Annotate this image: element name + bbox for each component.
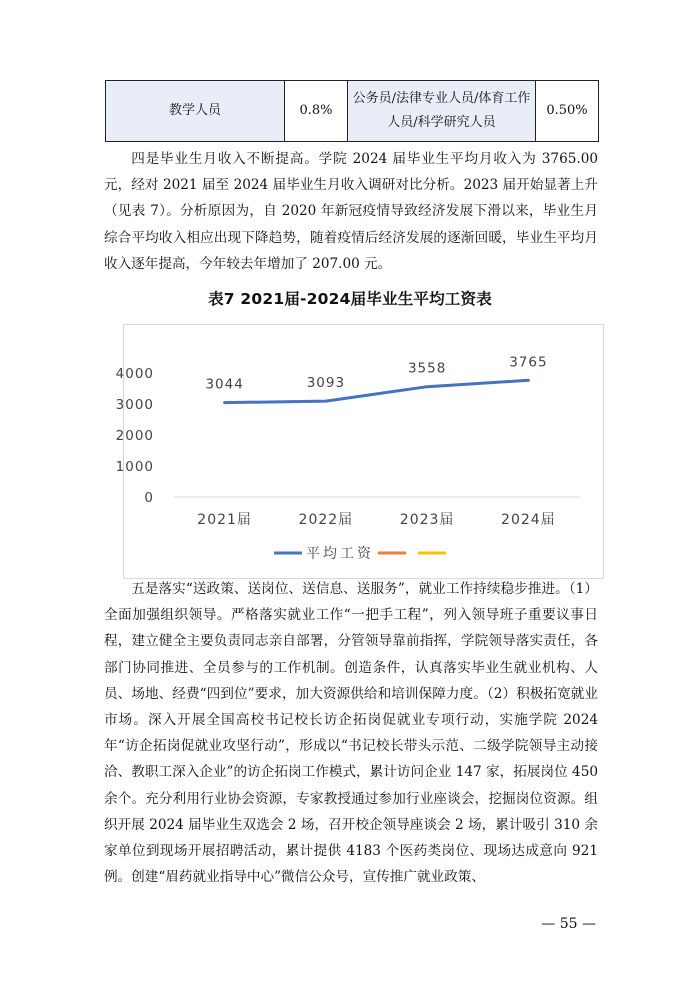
table-cell-category: 教学人员 [106,81,285,142]
table-cell-percent: 0.8% [285,81,348,142]
table-cell-line: 公务员/法律专业人员/体育工作 [352,91,531,106]
paragraph-employment: 五是落实“送政策、送岗位、送信息、送服务”，就业工作持续稳步推进。（1）全面加强组织领导。严格落实就业工作“一把手工程”，列入领导班子重要议事日程，建立健全主要负责同志亲自部署，分管领导靠前指挥，学院领导落实责任，各部门协同推进、全员参与的工作机制。创造条件，认真落实毕业生就业机构、人员、场地、经费“四到位”要求，加大资源供给和培训保障力度。（2）积极拓宽就业市场。深入开展全国高校书记校长访企拓岗促就业专项行动，实施学院 2024 年“访企拓岗促就业攻坚行动”，形成以“书记校长带头示范、二级学院领导主动接洽、教职工深入企业”的访企拓岗工作模式，累计访问企业 147 家，拓展岗位 450 余个。充分利用行业协会资源，专家教授通过参加行业座谈会，挖掘岗位资源。组织开展 2024 届毕业生双选会 2 场，召开校企领导座谈会 2 场，累计吸引 310 余家单位到现场开展招聘活动，累计提供 4183 个医药类岗位、现场达成意向 921 例。创建“眉药就业指导中心”微信公众号，宣传推广就业政策、 [104,581,598,886]
y-tick-label: 0 [144,490,154,506]
series-line-average-salary [225,380,529,402]
table-cell-category-2 [348,81,536,142]
chart-title: 表7 2021届-2024届毕业生平均工资表 [208,290,492,308]
data-label: 3765 [509,354,548,371]
x-tick-label: 2023届 [399,512,455,528]
table-cell-percent-2: 0.50% [536,81,599,142]
paragraph-income: 四是毕业生月收入不断提高。学院 2024 届毕业生平均月收入为 3765.00 元，经对 2021 届至 2024 届毕业生月收入调研对比分析。2023 届开始显著上升（见表 7）。分析原因为，自 2020 年新冠疫情导致经济发展下滑以来，毕业生月综合平均收入相应出现下降趋势，随着疫情后经济发展的逐渐回暖，毕业生平均月收入逐年提高，今年较去年增加了 207.00 元。 [104,151,598,272]
y-tick-label: 2000 [115,428,154,444]
table-row [106,81,599,142]
x-tick-label: 2022届 [298,512,354,528]
data-label: 3558 [407,360,447,377]
x-tick-label: 2024届 [501,512,556,528]
salary-chart [115,324,604,579]
occupation-table [105,80,599,142]
chart-svg [115,325,603,578]
table-cell-line: 人员/科学研究人员 [387,115,496,130]
y-tick-label: 3000 [115,397,154,413]
page-number: — 55 — [541,916,596,932]
y-tick-label: 1000 [115,459,154,475]
data-label: 3093 [306,375,346,392]
y-tick-label: 4000 [115,366,154,382]
data-label: 3044 [205,376,244,393]
x-tick-label: 2021届 [197,512,252,528]
legend-label: 平均工资 [306,546,374,562]
